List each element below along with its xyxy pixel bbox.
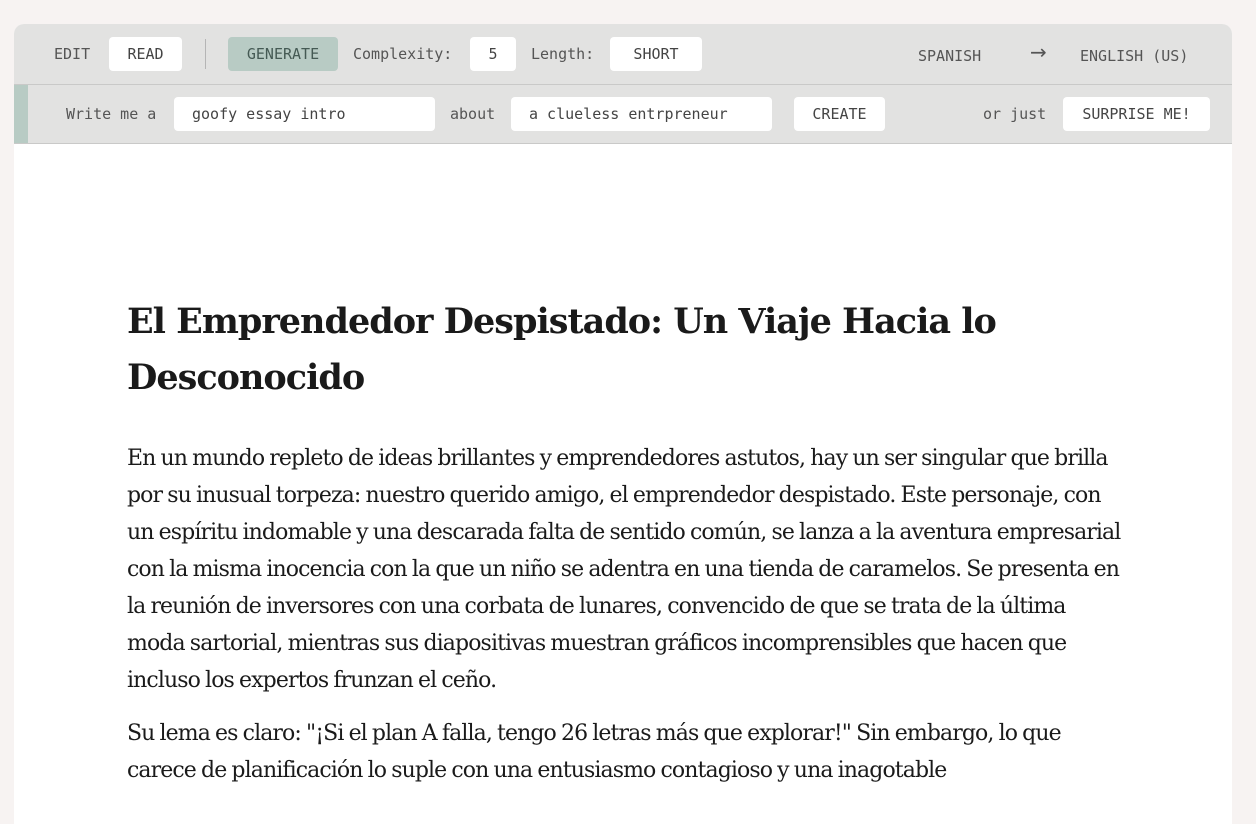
prompt-bar <box>14 85 1232 144</box>
prompt-prefix-label: Write me a <box>66 105 157 123</box>
about-label: about <box>450 105 496 123</box>
essay-title: El Emprendedor Despistado: Un Viaje Hacia lo Desconocido <box>127 301 996 398</box>
essay-paragraph: En un mundo repleto de ideas brillantes y emprendedores astutos, hay un ser singular que brilla por su inusual torpeza: nuestro querido amigo, el emprendedor despistado. Este personaje, con un espíritu indomable y una descarada falta de sentido común, se lanza a la aventura empresarial con la misma inocencia con la que un niño se adentra en una tienda de caramelos. Se presenta en la reunión de inversores con una corbata de lunares, convencido de que se trata de la última moda sartorial, mientras sus diapositivas muestran gráficos incomprensibles que hacen que incluso los expertos frunzan el ceño. <box>127 446 1121 693</box>
generate-mode-button[interactable]: GENERATE <box>228 37 338 71</box>
accent-strip <box>14 85 28 143</box>
create-button[interactable]: CREATE <box>794 97 885 131</box>
target-language-selector[interactable]: ENGLISH (US) <box>1080 47 1189 65</box>
arrow-right-icon: → <box>1030 40 1047 64</box>
topic-input[interactable] <box>511 97 772 131</box>
essay-type-input[interactable] <box>174 97 435 131</box>
length-selector[interactable]: SHORT <box>610 37 702 71</box>
essay-paragraph: Su lema es claro: "¡Si el plan A falla, tengo 26 letras más que explorar!" Sin embargo, lo que carece de planificación lo suple con una entusiasmo contagioso y una inagotable <box>127 721 1061 783</box>
toolbar-divider <box>205 39 206 69</box>
read-mode-button[interactable]: READ <box>109 37 182 71</box>
complexity-selector[interactable]: 5 <box>470 37 516 71</box>
length-label: Length: <box>531 45 595 63</box>
source-language-selector[interactable]: SPANISH <box>918 47 982 65</box>
complexity-label: Complexity: <box>353 45 453 63</box>
surprise-me-button[interactable]: SURPRISE ME! <box>1063 97 1210 131</box>
app-window <box>14 24 1232 824</box>
top-toolbar <box>14 24 1232 85</box>
or-just-label: or just <box>983 105 1047 123</box>
essay-content <box>127 294 1127 789</box>
edit-mode-button[interactable]: EDIT <box>54 45 91 63</box>
